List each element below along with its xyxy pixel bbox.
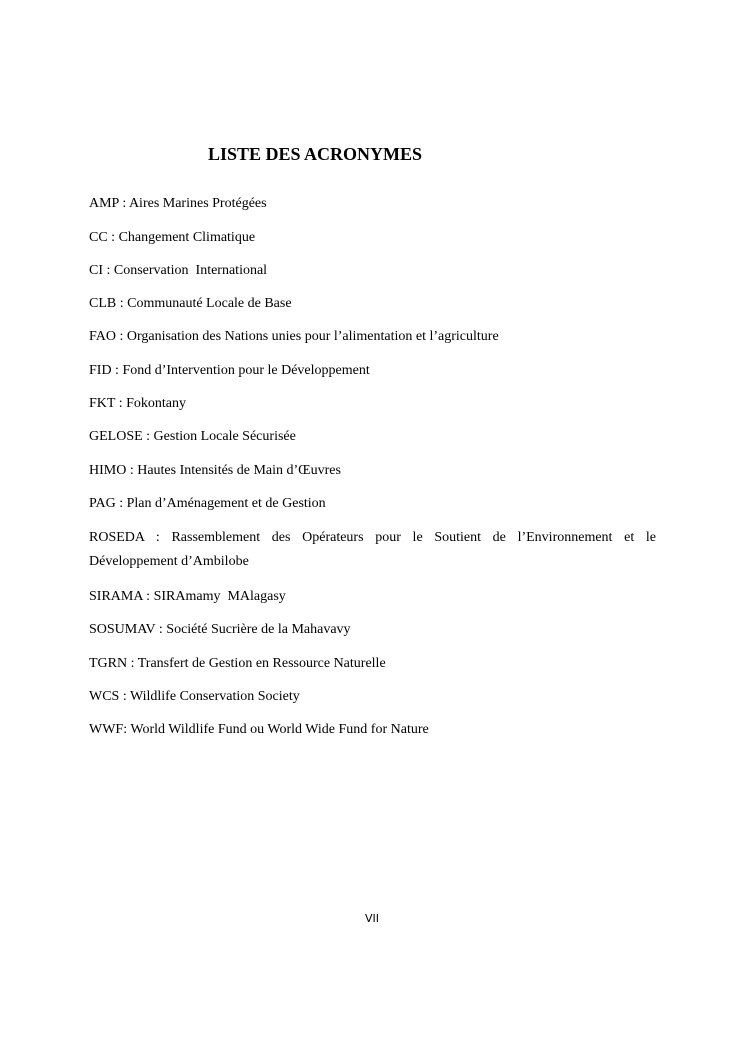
page-title: LISTE DES ACRONYMES — [208, 144, 423, 164]
acronym-entry-fkt: FKT : Fokontany — [89, 396, 186, 411]
acronym-entry-clb: CLB : Communauté Locale de Base — [89, 296, 292, 311]
acronym-entry-wcs: WCS : Wildlife Conservation Society — [89, 689, 300, 704]
acronym-entry-tgrn: TGRN : Transfert de Gestion en Ressource Naturelle — [89, 656, 386, 671]
acronym-entry-wwf: WWF: World Wildlife Fund ou World Wide Fund for Nature — [89, 722, 429, 737]
acronym-entry-pag: PAG : Plan d’Aménagement et de Gestion — [89, 496, 326, 511]
acronym-entry-fid: FID : Fond d’Intervention pour le Développement — [89, 363, 370, 378]
acronym-entry-himo: HIMO : Hautes Intensités de Main d’Œuvres — [89, 463, 341, 478]
acronym-entry-ci: CI : Conservation International — [89, 263, 268, 278]
acronym-entry-sosumav: SOSUMAV : Société Sucrière de la Mahavavy — [89, 622, 351, 637]
page-number: VII — [364, 912, 379, 925]
acronym-entry-cc: CC : Changement Climatique — [89, 230, 256, 245]
acronym-entry-amp: AMP : Aires Marines Protégées — [89, 196, 267, 211]
acronym-entry-fao: FAO : Organisation des Nations unies pour l’alimentation et l’agriculture — [89, 329, 499, 344]
acronym-entry-sirama: SIRAMA : SIRAmamy MAlagasy — [89, 589, 286, 604]
acronym-entry-gelose: GELOSE : Gestion Locale Sécurisée — [89, 429, 296, 444]
acronym-entry-roseda: ROSEDA : Rassemblement des Opérateurs pour le Soutient de l’Environnement et le Développement d’Ambilobe — [89, 530, 656, 569]
